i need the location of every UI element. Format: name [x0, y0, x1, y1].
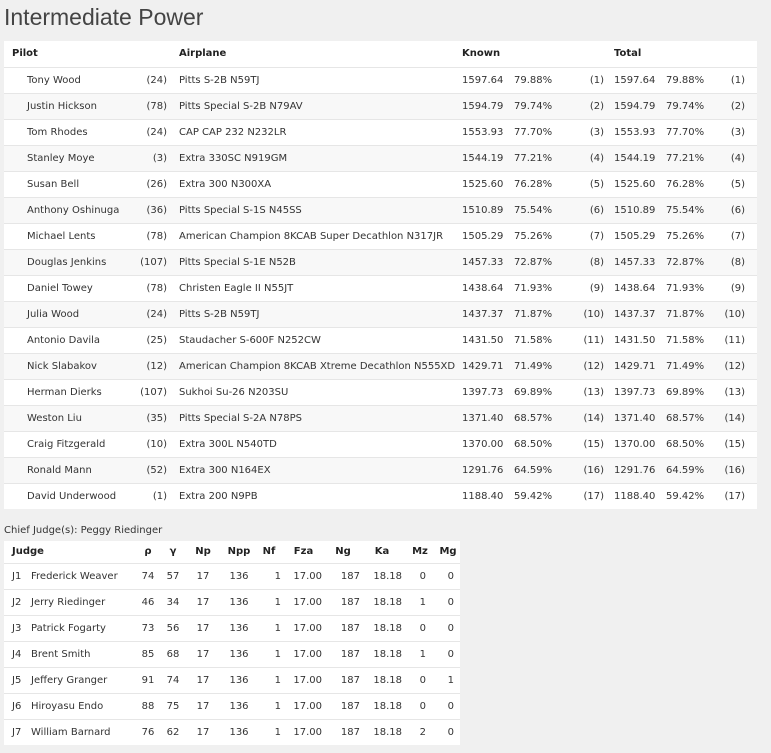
total-score: 1429.71	[614, 353, 666, 379]
judge-gamma: 62	[166, 726, 180, 738]
header-ng: Ng	[335, 546, 351, 558]
judge-fza: 17.00	[293, 570, 322, 582]
judges-header-row	[4, 541, 460, 563]
header-ka: Ka	[374, 546, 390, 558]
pilot-number: (52)	[125, 457, 167, 483]
judge-ng: 187	[340, 674, 360, 686]
airplane: Extra 300 N164EX	[179, 457, 462, 483]
results-row	[4, 119, 757, 145]
judge-mz: 0	[419, 570, 426, 582]
header-airplane: Airplane	[179, 48, 227, 60]
known-score: 1188.40	[462, 490, 504, 502]
pilot-name: Tony Wood	[27, 74, 81, 86]
judge-row	[4, 719, 460, 745]
known-percent: 77.21%	[514, 145, 566, 171]
known-score: 1371.40	[462, 405, 514, 431]
judge-ka: 18.18	[373, 726, 402, 738]
results-table	[4, 41, 757, 509]
judge-row	[4, 641, 460, 667]
total-score: 1370.00	[614, 438, 656, 450]
judge-gamma: 57	[166, 570, 180, 582]
total-rank: (5)	[730, 178, 745, 190]
total-score: 1291.76	[614, 457, 666, 483]
results-row	[4, 405, 757, 431]
known-score: 1597.64	[462, 74, 504, 86]
results-row	[4, 145, 757, 171]
pilot-name: Justin Hickson	[4, 93, 125, 119]
pilot-name: Nick Slabakov	[4, 353, 125, 379]
known-rank: (11)	[583, 334, 604, 346]
judge-name: Jeffery Granger	[31, 674, 108, 686]
total-percent: 71.87%	[666, 301, 718, 327]
total-rank: (8)	[718, 249, 757, 275]
judge-rho: 74	[141, 570, 155, 582]
judge-ng: 187	[340, 700, 360, 712]
known-rank: (9)	[589, 282, 604, 294]
header-mg: Mg	[439, 546, 457, 558]
known-score: 1510.89	[462, 197, 514, 223]
total-score: 1544.19	[614, 145, 666, 171]
judge-mz: 0	[419, 622, 426, 634]
total-score: 1437.37	[614, 301, 666, 327]
judge-ng: 187	[340, 570, 360, 582]
total-rank: (6)	[718, 197, 757, 223]
judge-ka: 18.18	[373, 622, 402, 634]
known-percent: 71.87%	[514, 301, 566, 327]
pilot-number: (78)	[146, 230, 167, 242]
results-row	[4, 457, 757, 483]
judge-rho: 76	[141, 726, 155, 738]
known-rank: (1)	[589, 74, 604, 86]
known-percent: 71.58%	[514, 334, 553, 346]
results-row	[4, 431, 757, 457]
known-score: 1525.60	[462, 178, 504, 190]
chief-judges-line	[4, 525, 162, 536]
judge-mg: 1	[447, 674, 454, 686]
total-rank: (14)	[718, 405, 757, 431]
judge-npp: 136	[229, 570, 249, 582]
known-score: 1544.19	[462, 145, 514, 171]
total-percent: 79.74%	[666, 93, 718, 119]
total-percent: 76.28%	[666, 178, 705, 190]
chief-judges-names: Peggy Riedinger	[80, 525, 163, 536]
judge-mg: 0	[447, 648, 454, 660]
results-row	[4, 223, 757, 249]
judge-npp: 136	[229, 648, 249, 660]
known-percent: 77.70%	[514, 126, 553, 138]
airplane: Extra 300 N300XA	[179, 178, 272, 190]
judge-npp: 136	[229, 596, 249, 608]
pilot-number: (78)	[146, 282, 167, 294]
header-gamma: γ	[169, 546, 177, 558]
airplane: Pitts Special S-1E N52B	[179, 249, 462, 275]
judge-row	[4, 589, 460, 615]
judge-mz: 1	[419, 596, 426, 608]
judge-mz: 2	[419, 726, 426, 738]
total-rank: (7)	[730, 230, 745, 242]
pilot-name: Michael Lents	[27, 230, 96, 242]
total-rank: (17)	[724, 490, 745, 502]
known-score: 1438.64	[462, 282, 504, 294]
judge-name: Patrick Fogarty	[31, 622, 106, 634]
judge-id: J4	[12, 648, 22, 660]
judge-mz: 0	[419, 700, 426, 712]
judge-row	[4, 693, 460, 719]
judge-id: J2	[12, 596, 22, 608]
total-percent: 72.87%	[666, 249, 718, 275]
pilot-name: Herman Dierks	[27, 386, 102, 398]
known-percent: 72.87%	[514, 249, 566, 275]
airplane: Extra 330SC N919GM	[179, 145, 462, 171]
pilot-number: (78)	[125, 93, 167, 119]
pilot-number: (36)	[125, 197, 167, 223]
known-percent: 69.89%	[514, 386, 553, 398]
known-rank: (6)	[566, 197, 604, 223]
known-percent: 64.59%	[514, 457, 566, 483]
total-percent: 77.21%	[666, 145, 718, 171]
judge-npp: 136	[229, 674, 249, 686]
pilot-number: (107)	[125, 249, 167, 275]
judge-nf: 1	[274, 648, 281, 660]
pilot-number: (24)	[146, 126, 167, 138]
judge-mg: 0	[447, 726, 454, 738]
known-percent: 79.74%	[514, 93, 566, 119]
known-rank: (15)	[583, 438, 604, 450]
airplane: Pitts S-2B N59TJ	[179, 74, 260, 86]
judge-id: J1	[12, 570, 22, 582]
total-score: 1505.29	[614, 230, 656, 242]
results-row	[4, 483, 757, 509]
total-percent: 75.54%	[666, 197, 718, 223]
pilot-name: Craig Fitzgerald	[27, 438, 106, 450]
pilot-name: Julia Wood	[4, 301, 125, 327]
total-score: 1525.60	[614, 178, 656, 190]
known-rank: (4)	[566, 145, 604, 171]
known-score: 1505.29	[462, 230, 504, 242]
known-rank: (2)	[566, 93, 604, 119]
page-title: Intermediate Power	[4, 4, 204, 30]
judge-id: J3	[12, 622, 22, 634]
judge-fza: 17.00	[293, 648, 322, 660]
results-row	[4, 249, 757, 275]
total-rank: (4)	[718, 145, 757, 171]
known-rank: (8)	[566, 249, 604, 275]
judge-id: J7	[12, 726, 22, 738]
known-score: 1553.93	[462, 126, 504, 138]
known-score: 1431.50	[462, 334, 504, 346]
known-percent: 59.42%	[514, 490, 553, 502]
known-rank: (12)	[566, 353, 604, 379]
judge-mg: 0	[447, 622, 454, 634]
judge-name: Frederick Weaver	[31, 570, 118, 582]
header-known: Known	[462, 48, 501, 60]
judge-ka: 18.18	[373, 570, 402, 582]
known-score: 1370.00	[462, 438, 504, 450]
known-rank: (17)	[583, 490, 604, 502]
total-score: 1597.64	[614, 74, 656, 86]
judge-nf: 1	[274, 726, 281, 738]
pilot-number: (24)	[146, 74, 167, 86]
judge-rho: 88	[141, 700, 155, 712]
judge-fza: 17.00	[293, 726, 322, 738]
known-score: 1429.71	[462, 353, 514, 379]
pilot-number: (25)	[146, 334, 167, 346]
total-rank: (13)	[724, 386, 745, 398]
known-percent: 76.28%	[514, 178, 553, 190]
header-np: Np	[195, 546, 211, 558]
known-percent: 79.88%	[514, 74, 553, 86]
judge-nf: 1	[274, 622, 281, 634]
judge-row	[4, 667, 460, 693]
total-score: 1510.89	[614, 197, 666, 223]
judge-gamma: 74	[166, 674, 180, 686]
pilot-name: Tom Rhodes	[27, 126, 88, 138]
total-score: 1457.33	[614, 249, 666, 275]
pilot-number: (107)	[140, 386, 167, 398]
judge-np: 17	[196, 570, 210, 582]
total-rank: (1)	[730, 74, 745, 86]
pilot-number: (1)	[152, 490, 167, 502]
judge-mz: 0	[419, 674, 426, 686]
results-row	[4, 379, 757, 405]
judge-np: 17	[196, 648, 210, 660]
pilot-name: Stanley Moye	[4, 145, 125, 171]
pilot-name: Antonio Davila	[27, 334, 101, 346]
judge-npp: 136	[229, 622, 249, 634]
total-percent: 75.26%	[666, 230, 705, 242]
total-score: 1371.40	[614, 405, 666, 431]
judge-rho: 91	[141, 674, 155, 686]
judge-mg: 0	[447, 570, 454, 582]
total-score: 1431.50	[614, 334, 656, 346]
total-percent: 68.50%	[666, 438, 705, 450]
pilot-name: David Underwood	[27, 490, 117, 502]
judge-npp: 136	[229, 726, 249, 738]
judge-row	[4, 615, 460, 641]
total-score: 1438.64	[614, 282, 656, 294]
known-percent: 75.26%	[514, 230, 553, 242]
total-percent: 71.49%	[666, 353, 718, 379]
airplane: Sukhoi Su-26 N203SU	[179, 386, 289, 398]
airplane: American Champion 8KCAB Super Decathlon N317JR	[179, 230, 444, 242]
known-rank: (14)	[566, 405, 604, 431]
results-row	[4, 197, 757, 223]
results-row	[4, 275, 757, 301]
pilot-number: (10)	[146, 438, 167, 450]
header-judge: Judge	[12, 546, 44, 558]
known-rank: (10)	[566, 301, 604, 327]
judge-fza: 17.00	[293, 622, 322, 634]
header-rho: ρ	[144, 546, 152, 558]
judge-id: J6	[12, 700, 22, 712]
judge-ka: 18.18	[373, 700, 402, 712]
results-row	[4, 327, 757, 353]
total-score: 1553.93	[614, 126, 656, 138]
judge-nf: 1	[274, 570, 281, 582]
judge-gamma: 75	[166, 700, 180, 712]
airplane: Extra 300L N540TD	[179, 438, 277, 450]
judge-nf: 1	[274, 674, 281, 686]
judge-nf: 1	[274, 596, 281, 608]
judge-fza: 17.00	[293, 674, 322, 686]
judge-npp: 136	[229, 700, 249, 712]
judge-name: William Barnard	[31, 726, 111, 738]
judge-mg: 0	[447, 596, 454, 608]
total-rank: (11)	[724, 334, 745, 346]
judge-np: 17	[196, 726, 210, 738]
total-percent: 68.57%	[666, 405, 718, 431]
total-percent: 79.88%	[666, 74, 705, 86]
pilot-name: Weston Liu	[4, 405, 125, 431]
results-row	[4, 353, 757, 379]
known-score: 1397.73	[462, 386, 504, 398]
pilot-name: Douglas Jenkins	[4, 249, 125, 275]
judge-nf: 1	[274, 700, 281, 712]
pilot-number: (35)	[125, 405, 167, 431]
airplane: Pitts Special S-1S N45SS	[179, 197, 462, 223]
results-header-row	[4, 41, 757, 67]
total-percent: 64.59%	[666, 457, 718, 483]
total-percent: 59.42%	[666, 490, 705, 502]
judge-gamma: 68	[166, 648, 180, 660]
judge-mz: 1	[419, 648, 426, 660]
judge-ka: 18.18	[373, 648, 402, 660]
known-rank: (3)	[589, 126, 604, 138]
total-percent: 69.89%	[666, 386, 705, 398]
known-score: 1437.37	[462, 301, 514, 327]
airplane: Christen Eagle II N55JT	[179, 282, 294, 294]
known-score: 1457.33	[462, 249, 514, 275]
judge-np: 17	[196, 700, 210, 712]
judge-gamma: 34	[166, 596, 180, 608]
known-percent: 68.50%	[514, 438, 553, 450]
known-percent: 75.54%	[514, 197, 566, 223]
known-score: 1291.76	[462, 457, 514, 483]
airplane: Staudacher S-600F N252CW	[179, 334, 321, 346]
header-fza: Fza	[293, 546, 314, 558]
total-percent: 71.58%	[666, 334, 705, 346]
total-rank: (2)	[718, 93, 757, 119]
known-percent: 71.93%	[514, 282, 553, 294]
results-row	[4, 171, 757, 197]
header-total: Total	[614, 48, 642, 60]
known-rank: (13)	[583, 386, 604, 398]
judge-ng: 187	[340, 596, 360, 608]
pilot-name: Susan Bell	[27, 178, 80, 190]
header-npp: Npp	[227, 546, 251, 558]
judge-np: 17	[196, 622, 210, 634]
pilot-name: Anthony Oshinuga	[4, 197, 125, 223]
pilot-number: (12)	[125, 353, 167, 379]
airplane: CAP CAP 232 N232LR	[179, 126, 287, 138]
header-nf: Nf	[262, 546, 276, 558]
judge-ng: 187	[340, 648, 360, 660]
total-rank: (12)	[718, 353, 757, 379]
judge-name: Hiroyasu Endo	[31, 700, 104, 712]
airplane: American Champion 8KCAB Xtreme Decathlon N555XD	[179, 353, 462, 379]
known-percent: 71.49%	[514, 353, 566, 379]
pilot-name: Daniel Towey	[27, 282, 93, 294]
chief-judges-label: Chief Judge(s):	[4, 525, 78, 536]
total-rank: (3)	[730, 126, 745, 138]
judge-ka: 18.18	[373, 674, 402, 686]
judge-id: J5	[12, 674, 22, 686]
airplane: Pitts Special S-2B N79AV	[179, 93, 462, 119]
judge-rho: 85	[141, 648, 155, 660]
total-rank: (16)	[718, 457, 757, 483]
known-rank: (16)	[566, 457, 604, 483]
airplane: Extra 200 N9PB	[179, 490, 258, 502]
judge-name: Jerry Riedinger	[31, 596, 106, 608]
known-rank: (7)	[589, 230, 604, 242]
total-rank: (15)	[724, 438, 745, 450]
judge-fza: 17.00	[293, 596, 322, 608]
judge-rho: 73	[141, 622, 155, 634]
results-row	[4, 301, 757, 327]
judge-name: Brent Smith	[31, 648, 91, 660]
total-rank: (10)	[718, 301, 757, 327]
results-row	[4, 93, 757, 119]
total-percent: 77.70%	[666, 126, 705, 138]
pilot-number: (3)	[125, 145, 167, 171]
judges-table	[4, 541, 460, 745]
known-rank: (5)	[589, 178, 604, 190]
judge-rho: 46	[141, 596, 155, 608]
judge-fza: 17.00	[293, 700, 322, 712]
judge-gamma: 56	[166, 622, 180, 634]
pilot-number: (24)	[125, 301, 167, 327]
total-score: 1188.40	[614, 490, 656, 502]
header-mz: Mz	[412, 546, 428, 558]
header-pilot: Pilot	[12, 48, 38, 60]
judge-ka: 18.18	[373, 596, 402, 608]
judge-np: 17	[196, 596, 210, 608]
judge-np: 17	[196, 674, 210, 686]
total-rank: (9)	[730, 282, 745, 294]
airplane: Pitts S-2B N59TJ	[179, 301, 462, 327]
airplane: Pitts Special S-2A N78PS	[179, 405, 462, 431]
known-percent: 68.57%	[514, 405, 566, 431]
total-percent: 71.93%	[666, 282, 705, 294]
judge-ng: 187	[340, 622, 360, 634]
judge-ng: 187	[340, 726, 360, 738]
pilot-number: (26)	[146, 178, 167, 190]
judge-mg: 0	[447, 700, 454, 712]
total-score: 1397.73	[614, 386, 656, 398]
judge-row	[4, 563, 460, 589]
results-row	[4, 67, 757, 93]
total-score: 1594.79	[614, 93, 666, 119]
known-score: 1594.79	[462, 93, 514, 119]
pilot-name: Ronald Mann	[4, 457, 125, 483]
